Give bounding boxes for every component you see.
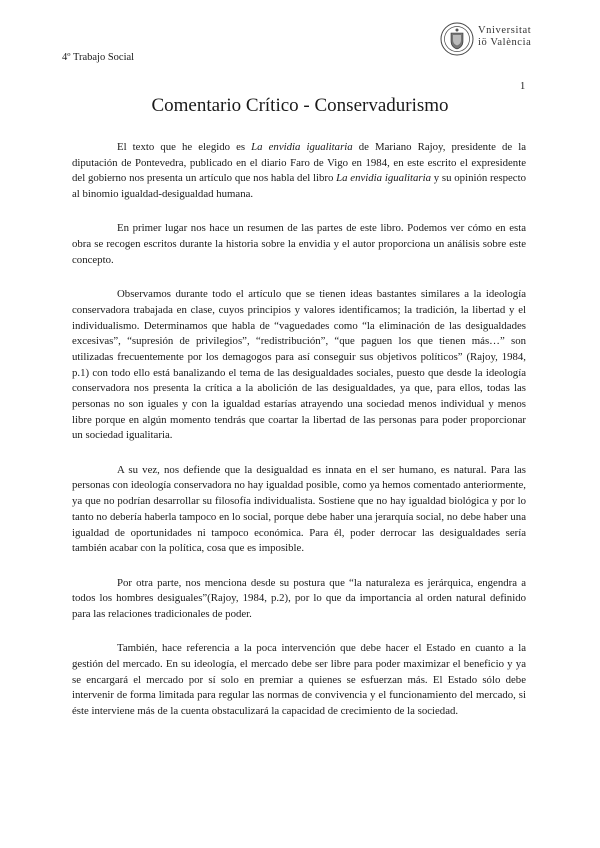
paragraph-intro xyxy=(72,140,526,203)
document-body xyxy=(72,140,526,738)
paragraph: Por otra parte, nos menciona desde su postura que “la naturaleza es jerárquica, engendra a todos los hombres desiguales”(Rajoy, 1984, p.2), por lo que da importancia al orden natural definido para las relaciones tradicionales de poder. xyxy=(72,576,526,620)
book-title-italic: La envidia igualitaria xyxy=(251,141,353,153)
university-name xyxy=(478,25,531,49)
paragraph: También, hace referencia a la poca intervención que debe hacer el Estado en cuanto a la gestión del mercado. En su ideología, el mercado debe ser libre para poder maximizar el beneficio y ya se encargará el mercado por sí solo en premiar a quienes se esfuerzan más. El Estado sólo debe intervenir de forma limitada para regular las normas de convivencia y el funcionamiento del mercado, si éste interviene más de la cuenta obstaculizará la capacidad de crecimiento de la sociedad. xyxy=(72,642,526,718)
paragraph-text: de Mariano Rajoy, presidente de la diputación de Pontevedra, publicado en el diario Faro de Vigo en 1984, en este escrito el expresidente del gobierno nos presenta un artículo que nos habla del libro xyxy=(72,141,526,185)
paragraph: En primer lugar nos hace un resumen de las partes de este libro. Podemos ver cómo en esta obra se recogen escritos durante la historia sobre la envidia y el autor proporciona un análisis sobre este concepto. xyxy=(72,222,526,266)
paragraph-text: y su opinión respecto al binomio igualdad-desigualdad humana. xyxy=(72,172,526,201)
course-label: 4º Trabajo Social xyxy=(62,52,135,63)
page-number: 1 xyxy=(520,81,526,92)
paragraph-text: El texto que he elegido es xyxy=(117,141,252,153)
book-title-italic: La envidia igualitaria xyxy=(336,172,432,185)
paragraph: Observamos durante todo el artículo que se tienen ideas bastantes similares a la ideología conservadora trabajada en clase, cuyos principios y valores identificamos; la tradición, la libertad y el individualismo. Determinamos que habla de “vaguedades como “la eliminación de las desigualdades excesivas”, “supresión de privilegios”, “redistribución”, “que paguen los que tienen más…” son utilizadas frecuentemente por los demagogos para así conseguir sus objetivos políticos” (Rajoy, 1984, p.1) con todo ello está banalizando el tema de las desigualdades sociales, puesto que desde la ideología conservadora nos presenta la crítica a la abolición de las desigualdades, ya que, para ellos, todas las personas no son iguales y con la igualdad estarías atrayendo una sociedad menos individual y menos libre porque en algún momento tendrás que coartar la libertad de las personas para poder proporcionar un sociedad igualitaria. xyxy=(72,288,526,442)
university-name-line2: iö València xyxy=(478,37,532,48)
university-logo xyxy=(440,22,560,62)
university-name-line1: Vniversitat xyxy=(478,25,532,36)
paragraph: A su vez, nos defiende que la desigualdad es innata en el ser humano, es natural. Para las personas con ideología conservadora no hay igualdad posible, como ya hemos comentado anteriormente, ya que no podrían desarrollar su filosofía individualista. Sostiene que no hay igualdad biológica y por lo tanto no debería haberla tampoco en lo social, porque debe haber una jerarquía social, no debe haber una igualdad de oportunidades ni tampoco económica. Para él, poder derrocar las desigualdades sería también acabar con la política, cosa que es imposible. xyxy=(72,463,526,555)
page-title: Comentario Crítico - Conservadurismo xyxy=(151,95,449,116)
university-seal-icon xyxy=(440,22,474,56)
